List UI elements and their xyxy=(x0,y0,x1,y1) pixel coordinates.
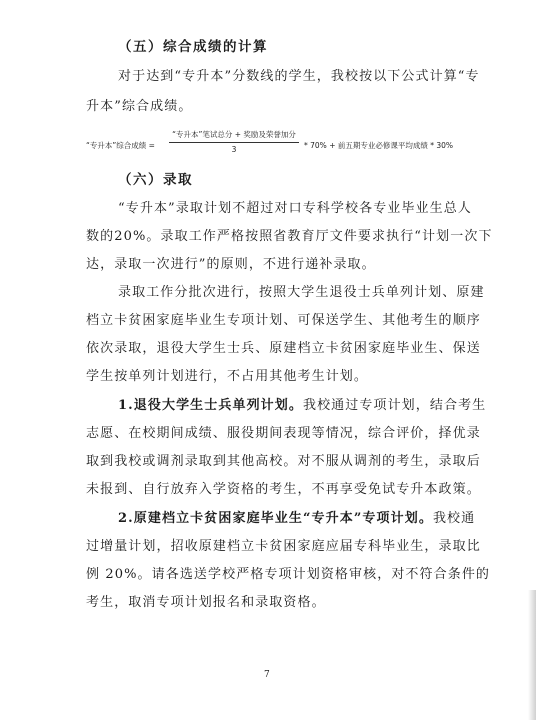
para-1-line-3: 达，录取一次进行”的原则，不进行递补录取。 xyxy=(86,257,376,272)
item-1-line-4: 未报到、自行放弃入学资格的考生，不再享受免试专升本政策。 xyxy=(86,482,481,497)
para-2-line-2: 档立卡贫困家庭毕业生专项计划、可保送学生、其他考生的顺序 xyxy=(86,313,481,328)
item-1-text: 我校通过专项计划，结合考生 xyxy=(302,398,487,413)
section-5-line-1: 对于达到“专升本”分数线的学生，我校按以下公式计算“专 xyxy=(118,69,480,84)
para-2-line-4: 学生按单列计划进行，不占用其他考生计划。 xyxy=(86,369,369,384)
item-2-line-2: 过增量计划，招收原建档立卡贫困家庭应届专科毕业生，录取比 xyxy=(86,539,481,554)
score-formula xyxy=(86,129,506,159)
section-6-heading: （六）录取 xyxy=(118,172,193,188)
item-1-line-1 xyxy=(118,394,486,413)
formula-right: * 70% + 前五期专业必修课平均成绩 * 30% xyxy=(304,141,454,150)
scan-edge-shadow xyxy=(528,590,536,720)
formula-fraction xyxy=(169,129,299,154)
para-2-line-1: 录取工作分批次进行，按照大学生退役士兵单列计划、原建 xyxy=(118,285,485,300)
item-2-title: 2.原建档立卡贫困家庭毕业生“专升本”专项计划。 xyxy=(118,511,433,526)
item-1-line-3: 取到我校或调剂录取到其他高校。对不服从调剂的考生，录取后 xyxy=(86,454,481,469)
section-5-line-2: 升本”综合成绩。 xyxy=(86,99,193,114)
para-1-line-1: “专升本”录取计划不超过对口专科学校各专业毕业生总人 xyxy=(118,201,472,216)
item-2-text: 我校通 xyxy=(432,511,476,526)
formula-left: “专升本”综合成绩 = xyxy=(86,141,155,150)
item-2-line-3: 例 20%。请各选送学校严格专项计划资格审核，对不符合条件的 xyxy=(86,567,491,582)
item-2-line-1 xyxy=(118,507,475,526)
item-1-title: 1.退役大学生士兵单列计划。 xyxy=(118,398,303,413)
para-2-line-3: 依次录取，退役大学生士兵、原建档立卡贫困家庭毕业生、保送 xyxy=(86,341,481,356)
section-5-heading: （五）综合成绩的计算 xyxy=(118,39,268,55)
item-1-line-2: 志愿、在校期间成绩、服役期间表现等情况，综合评价，择优录 xyxy=(86,426,481,441)
formula-numerator: “专升本”笔试总分 + 奖励及荣誉加分 xyxy=(169,129,299,143)
para-1-line-2: 数的20%。录取工作严格按照省教育厅文件要求执行“计划一次下 xyxy=(86,229,493,244)
page-number: 7 xyxy=(264,670,270,680)
formula-denominator: 3 xyxy=(231,145,237,154)
item-2-line-4: 考生，取消专项计划报名和录取资格。 xyxy=(86,595,326,610)
